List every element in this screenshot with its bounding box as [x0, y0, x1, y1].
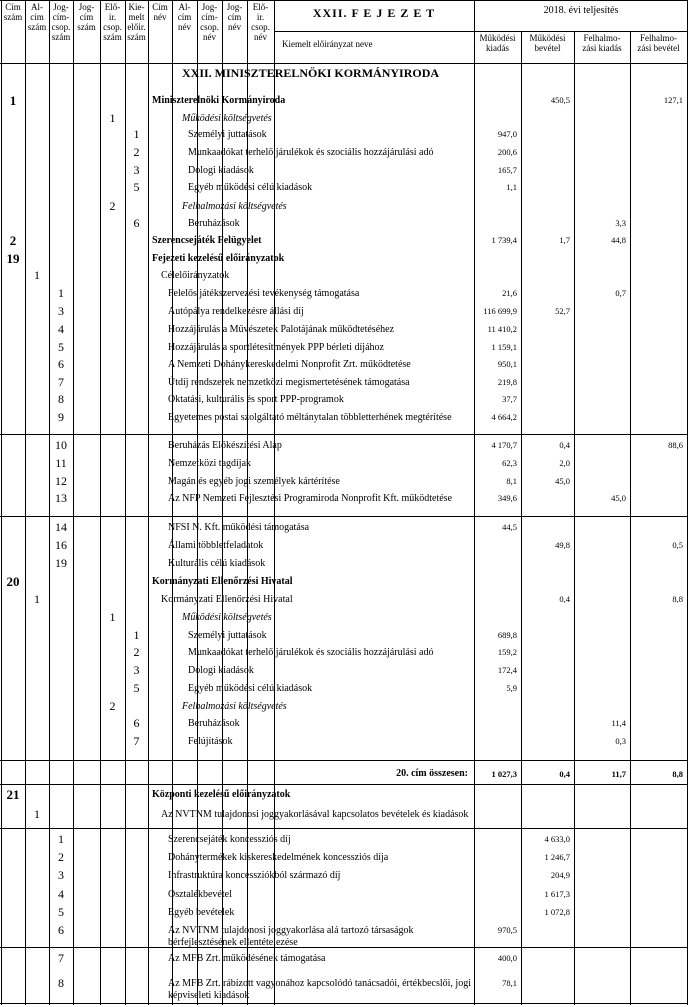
header-c5-line: ir. — [108, 12, 117, 22]
row-name: 20. cím összesen: — [396, 768, 468, 779]
code-c6: 5 — [133, 681, 140, 695]
row-name: Nemzetközi tagdíjak — [168, 458, 252, 469]
header-v3-line: Felhalmo- — [583, 33, 621, 43]
code-c5: 1 — [109, 610, 116, 624]
code-c6: 1 — [133, 628, 140, 642]
amount-v3: 0,3 — [615, 736, 626, 746]
row-name: Egyetemes postai szolgáltató méltánytalan többletterhének megtérítése — [168, 412, 452, 423]
header-c1-line: Cím — [5, 2, 21, 12]
header-v3 — [575, 33, 629, 61]
amount-v1: 349,6 — [497, 493, 517, 503]
row-name: Dologi kiadások — [188, 165, 254, 176]
code-c3: 14 — [55, 520, 67, 534]
header-c9-line: csop. — [200, 22, 219, 32]
amount-v4: 88,6 — [668, 440, 683, 450]
header-v1-line: kiadás — [486, 43, 509, 53]
row-name: Dologi kiadások — [188, 665, 254, 676]
row-name: Célelőirányzatok — [161, 270, 230, 281]
header-c10 — [223, 2, 246, 60]
amount-v1: 21,6 — [502, 288, 517, 298]
row-name: Fejezeti kezelésű előirányzatok — [152, 253, 285, 264]
amount-v1: 44,5 — [502, 522, 517, 532]
header-bottom-border — [0, 63, 688, 64]
column-divider — [630, 31, 631, 1005]
header-c8 — [173, 2, 196, 60]
code-c6: 6 — [133, 716, 140, 730]
row-name: Működési költségvetés — [182, 612, 272, 623]
code-c3: 7 — [58, 951, 64, 965]
header-v2-line: bevétel — [534, 43, 561, 53]
header-c6-line: melt — [128, 12, 145, 22]
header-v2-line: Működési — [529, 33, 566, 43]
header-c8-line: cím — [177, 12, 192, 22]
header-c10-line: cím — [227, 12, 242, 22]
row-name: Kulturális célú kiadások — [168, 558, 266, 569]
code-c1: 21 — [6, 787, 20, 802]
header-c3-line: szám — [51, 32, 71, 42]
header-c11 — [248, 2, 273, 60]
code-c3: 4 — [58, 887, 64, 901]
code-c6: 6 — [133, 216, 140, 230]
code-c3: 13 — [55, 491, 67, 505]
code-c3: 9 — [58, 410, 64, 424]
section-title: XXII. MINISZTERELNÖKI KORMÁNYIRODA — [182, 66, 440, 80]
amount-v3: 0,7 — [615, 288, 626, 298]
row-name: Felhalmozási költségvetés — [182, 701, 287, 712]
amount-v2: 204,9 — [550, 870, 570, 880]
header-c2-line: szám — [27, 22, 47, 32]
header-c3-line: csop. — [51, 22, 71, 32]
code-c6: 3 — [133, 663, 140, 677]
header-c4-line: szám — [77, 22, 96, 32]
row-name: Kormányzati Ellenőrzési Hivatal — [152, 576, 293, 587]
code-c1: 19 — [6, 251, 20, 266]
header-c10-line: név — [228, 22, 241, 32]
row-name: Egyéb működési célú kiadások — [188, 683, 313, 694]
row-name: Beruházások — [188, 218, 240, 229]
amount-v1: 4 170,7 — [491, 440, 517, 450]
code-c6: 5 — [133, 180, 140, 194]
amount-v3: 3,3 — [615, 218, 626, 228]
code-c3: 6 — [58, 923, 64, 937]
row-name: Hozzájárulás a sportlétesítmények PPP bérleti díjához — [168, 342, 384, 353]
name-header-divider — [274, 31, 474, 32]
row-name: Beruházások — [188, 718, 240, 729]
row-name: A Nemzeti Dohánykereskedelmi Nonprofit Zrt. működtetése — [168, 359, 411, 370]
top-border — [0, 0, 688, 1]
row-name: Egyéb bevételek — [168, 907, 235, 918]
row-name: Osztalékbevétel — [168, 889, 232, 900]
header-c5-line: szám — [103, 32, 122, 42]
code-c3: 6 — [58, 357, 64, 371]
header-c4-line: cím — [79, 12, 94, 22]
header-c9-line: Jog- — [201, 2, 218, 12]
amount-v1: 400,0 — [497, 953, 517, 963]
header-v1 — [475, 33, 520, 61]
row-name: Útdíj rendszerek nemzetközi megismertetésének támogatása — [168, 377, 410, 388]
row-name: Miniszterelnöki Kormányiroda — [152, 95, 286, 106]
row-name: NFSI N. Kft. működési támogatása — [168, 522, 310, 533]
header-c9 — [198, 2, 221, 60]
code-c1: 2 — [9, 233, 17, 248]
row-name: Állami többletfeladatok — [168, 540, 264, 551]
amount-v2: 0,4 — [559, 440, 570, 450]
code-c5: 2 — [109, 699, 116, 713]
column-divider — [574, 31, 575, 1005]
amount-v3: 11,7 — [611, 769, 626, 779]
header-c9-line: név — [203, 32, 216, 42]
row-name: Beruházás Előkészítési Alap — [168, 440, 282, 451]
amount-v1: 37,7 — [502, 394, 517, 404]
code-c3: 3 — [58, 868, 64, 882]
header-v4 — [631, 33, 686, 61]
header-c6 — [126, 2, 147, 60]
amount-v2: 1,7 — [559, 235, 570, 245]
amount-v1: 1 027,3 — [491, 769, 517, 779]
amount-v2: 1 246,7 — [544, 852, 570, 862]
code-c3: 11 — [55, 456, 67, 470]
code-c3: 8 — [58, 976, 64, 990]
row-name: Kormányzati Ellenőrzési Hivatal — [161, 594, 293, 605]
row-name: Felhalmozási költségvetés — [182, 201, 287, 212]
code-c5: 2 — [109, 199, 116, 213]
amount-v4: 8,8 — [672, 769, 683, 779]
row-name: Autópálya rendelkezésre állási díj — [168, 306, 304, 317]
header-c2 — [26, 2, 48, 60]
row-name: Hozzájárulás a Művészetek Palotájának működtetéséhez — [168, 324, 395, 335]
amount-v1: 78,1 — [502, 978, 517, 988]
amount-v1: 1 739,4 — [491, 235, 517, 245]
amount-v2: 1 617,3 — [544, 889, 570, 899]
column-divider — [25, 0, 26, 1005]
amount-v2: 4 633,0 — [544, 834, 570, 844]
row-name: Az MFB Zrt. rábízott vagyonához kapcsolódó tanácsadói, értékbecslői, jogi képviseleti kiadások — [168, 978, 471, 1001]
amount-v1: 11 410,2 — [487, 324, 517, 334]
row-name: Felelős játékszervezési tevékenység támogatása — [168, 288, 360, 299]
amount-v1: 200,6 — [497, 147, 517, 157]
amount-v4: 127,1 — [663, 95, 683, 105]
code-c3: 3 — [58, 304, 64, 318]
header-c3-line: Jog- — [53, 2, 69, 12]
amount-v2: 0,4 — [559, 769, 570, 779]
code-c6: 1 — [133, 127, 140, 141]
amount-v1: 8,1 — [506, 476, 517, 486]
code-c3: 5 — [58, 905, 64, 919]
header-c4 — [74, 2, 99, 60]
header-c7 — [149, 2, 171, 60]
amount-v1: 4 664,2 — [491, 412, 517, 422]
code-c3: 16 — [55, 538, 67, 552]
row-name: Egyéb működési célú kiadások — [188, 182, 313, 193]
total-top-border — [0, 760, 688, 761]
code-c6: 3 — [133, 163, 140, 177]
header-v4-line: Felhalmo- — [640, 33, 677, 43]
header-v4-line: zási bevétel — [637, 43, 680, 53]
header-c11-line: csop. — [251, 22, 270, 32]
code-c3: 7 — [58, 375, 64, 389]
amount-v1: 950,1 — [497, 359, 517, 369]
header-c5-line: csop. — [103, 22, 122, 32]
amount-v1: 62,3 — [502, 458, 517, 468]
amount-v2: 1 072,8 — [544, 907, 570, 917]
code-c3: 1 — [58, 832, 64, 846]
code-c3: 2 — [58, 850, 64, 864]
row-name: Munkaadókat terhelő járulékok és szociális hozzájárulási adó — [188, 147, 434, 158]
code-c2: 1 — [34, 268, 40, 282]
row-name: Az MFB Zrt. működésének támogatása — [168, 953, 326, 964]
row-name: Működési költségvetés — [182, 113, 272, 124]
amount-v1: 5,9 — [506, 683, 517, 693]
header-c8-line: név — [178, 22, 191, 32]
amount-v2: 2,0 — [559, 458, 570, 468]
row-name: Infrastruktúra koncessziókból származó díj — [168, 870, 341, 881]
row-name: Munkaadókat terhelő járulékok és szociális hozzájárulási adó — [188, 647, 434, 658]
code-c3: 10 — [55, 438, 67, 452]
header-c2-line: Al- — [31, 2, 43, 12]
code-c5: 1 — [109, 111, 116, 125]
row-name: Dohánytermékek kiskereskedelmének koncessziós díja — [168, 852, 389, 863]
code-c3: 4 — [58, 322, 64, 336]
header-c6-line: Kie- — [128, 2, 145, 12]
row-name: Oktatási, kulturális és sport PPP-programok — [168, 394, 344, 405]
amount-v2: 0,4 — [559, 594, 570, 604]
code-c3: 5 — [58, 340, 64, 354]
amount-v1: 947,0 — [497, 129, 517, 139]
amount-v1: 172,4 — [497, 665, 517, 675]
header-c10-line: Jog- — [226, 2, 243, 12]
code-c6: 7 — [133, 734, 140, 748]
column-divider — [73, 0, 74, 1005]
header-c4-line: Jog- — [78, 2, 95, 12]
amount-v2: 49,8 — [555, 540, 570, 550]
row-name: Magán és egyéb jogi személyek kártérítése — [168, 476, 340, 487]
amount-v1: 159,2 — [497, 647, 517, 657]
row-name: Személyi juttatások — [188, 129, 267, 140]
header-c5 — [101, 2, 124, 60]
row-name: Az NVTNM tulajdonosi joggyakorlásával kapcsolatos bevételek és kiadások — [161, 809, 469, 820]
row-name: Felújítások — [188, 736, 233, 747]
header-c3 — [50, 2, 72, 60]
column-divider — [1, 0, 2, 1005]
header-c5-line: Elő- — [104, 2, 121, 12]
row-name: Szerencsejáték koncessziós díj — [168, 834, 291, 845]
column-divider — [148, 0, 149, 1005]
amount-v1: 1 159,1 — [491, 342, 517, 352]
header-v1-line: Működési — [479, 33, 516, 43]
amount-v1: 219,8 — [497, 377, 517, 387]
code-c2: 1 — [34, 807, 40, 821]
header-c7-line: Cím — [152, 2, 168, 12]
amount-v1: 689,8 — [497, 630, 517, 640]
name-column-header: Kiemelt előirányzat neve — [282, 39, 373, 49]
header-c11-line: ir. — [256, 12, 265, 22]
code-c2: 1 — [34, 592, 40, 606]
code-c3: 19 — [55, 556, 67, 570]
row-name: Központi kezelésű előirányzatok — [152, 789, 291, 800]
amount-v2: 45,0 — [555, 476, 570, 486]
header-c3-line: cím- — [52, 12, 70, 22]
amount-v1: 970,5 — [497, 925, 517, 935]
header-v2 — [522, 33, 573, 61]
row-name: Az NVTNM tulajdonosi joggyakorlása alá tartozó társaságok bérfejlesztésének ellentételezése — [168, 925, 414, 948]
header-c6-line: előir. — [127, 22, 146, 32]
amount-v1: 165,7 — [497, 165, 517, 175]
amount-v3: 11,4 — [611, 718, 626, 728]
amount-v1: 1,1 — [506, 182, 517, 192]
code-c1: 20 — [6, 574, 20, 589]
header-c2-line: cím — [30, 12, 44, 22]
year-header-divider — [474, 31, 688, 32]
code-c3: 8 — [58, 392, 64, 406]
amount-v3: 45,0 — [611, 493, 626, 503]
chapter-title: XXII. F E J E Z E T — [312, 6, 436, 20]
header-c9-line: cím- — [201, 12, 218, 22]
amount-v3: 44,8 — [611, 235, 626, 245]
amount-v1: 116 699,9 — [483, 306, 517, 316]
code-c6: 2 — [133, 645, 140, 659]
column-divider — [100, 0, 101, 1005]
code-c3: 1 — [58, 286, 64, 300]
header-c6-line: szám — [127, 32, 146, 42]
year-header: 2018. évi teljesítés — [543, 5, 619, 16]
header-c1 — [2, 2, 24, 60]
header-c7-line: név — [153, 12, 167, 22]
header-v3-line: zási kiadás — [582, 43, 622, 53]
amount-v2: 52,7 — [555, 306, 570, 316]
code-c1: 1 — [9, 93, 17, 108]
row-name: Szerencsejáték Felügyelet — [152, 235, 262, 246]
amount-v4: 0,5 — [672, 540, 683, 550]
code-c3: 12 — [55, 474, 67, 488]
code-c6: 2 — [133, 145, 140, 159]
header-c11-line: név — [254, 32, 267, 42]
row-name: Személyi juttatások — [188, 630, 267, 641]
amount-v2: 450,5 — [550, 95, 570, 105]
amount-v4: 8,8 — [672, 594, 683, 604]
header-c8-line: Al- — [178, 2, 191, 12]
row-name: Az NFP Nemzeti Fejlesztési Programiroda Nonprofit Kft. működtetése — [168, 493, 453, 504]
header-c11-line: Elő- — [252, 2, 269, 12]
header-c1-line: szám — [3, 12, 23, 22]
